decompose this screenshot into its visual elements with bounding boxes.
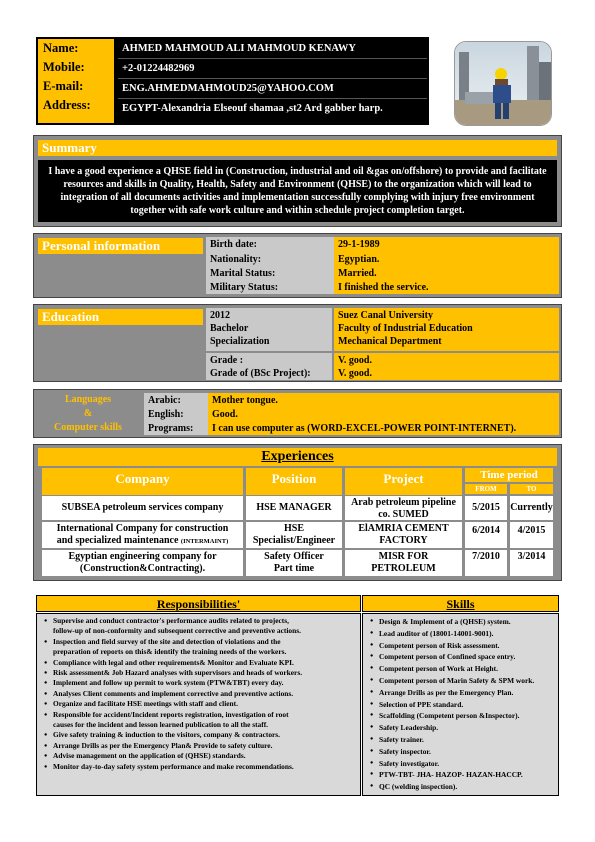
exp-row2-project — [345, 522, 462, 548]
exp-row1-project: Arab petroleum pipeline co. SUMED — [345, 496, 462, 520]
responsibility-item: ● Supervise and conduct contractor's performance audits related to projects, — [47, 616, 357, 626]
nationality-label: Nationality: — [206, 252, 334, 266]
exp-row3-company-line1: Egyptian engineering company for — [68, 551, 217, 562]
skill-item: ● Design & Implement of a (QHSE) system. — [373, 616, 555, 628]
responsibility-item: ● Implement and follow up permit to work system (PTW&TBT) every day. — [47, 678, 357, 688]
exp-row1-position: HSE MANAGER — [246, 496, 342, 520]
languages-section — [33, 389, 562, 438]
programs-label: Programs: — [144, 421, 208, 435]
languages-title — [38, 393, 138, 435]
exp-header-from: FROM — [465, 484, 507, 494]
birth-value: 29-1-1989 — [334, 237, 559, 252]
skill-item: ● PTW-TBT- JHA- HAZOP- HAZAN-HACCP. — [373, 769, 555, 781]
responsibility-item: ● Analyses Client comments and implement corrective and preventive actions. — [47, 689, 357, 699]
education-title: Education — [38, 309, 203, 325]
responsibility-item: ● Organize and facilitate HSE meetings with staff and client. — [47, 699, 357, 709]
exp-row2-project-line1: ElAMRIA CEMENT — [358, 523, 449, 534]
exp-row3-position — [246, 550, 342, 576]
exp-row2-company-line1: International Company for construction — [56, 523, 229, 534]
arabic-label: Arabic: — [144, 393, 208, 407]
exp-row2-company — [42, 522, 243, 548]
grade-value: V. good. — [338, 355, 372, 366]
education-grades-labels — [206, 353, 332, 380]
responsibility-item: preparation of reports on this& identify the training needs of the workers. — [53, 647, 287, 657]
mobile-label: Mobile: — [43, 60, 85, 74]
education-faculty: Faculty of Industrial Education — [338, 323, 473, 334]
profile-photo-image — [455, 42, 552, 126]
responsibilities-items — [37, 614, 360, 774]
education-university-block — [334, 308, 559, 351]
skills-list — [362, 613, 559, 796]
skill-item: ● Arrange Drills as per the Emergency Plan. — [373, 687, 555, 699]
marital-label: Marital Status: — [206, 266, 334, 280]
responsibility-item: ● Advise management on the application of (QHSE) standards. — [47, 751, 357, 761]
exp-row3-project-line2: PETROLEUM — [371, 563, 436, 574]
exp-row2-project-line2: FACTORY — [379, 535, 428, 546]
exp-row2-position — [246, 522, 342, 548]
skills-title: Skills — [362, 595, 559, 612]
exp-row3-to: 3/2014 — [510, 550, 553, 576]
skill-item: ● Safety inspector. — [373, 746, 555, 758]
skill-item: ● Competent person of Marin Safety & SPM work. — [373, 675, 555, 687]
education-degree-block — [206, 308, 332, 351]
exp-row3-project — [345, 550, 462, 576]
project-grade-value: V. good. — [338, 368, 372, 379]
skill-item: ● Selection of PPE standard. — [373, 699, 555, 711]
education-department: Mechanical Department — [338, 336, 442, 347]
skill-item: ● Safety investigator. — [373, 758, 555, 770]
header-labels — [36, 37, 116, 125]
experiences-section — [33, 444, 562, 581]
exp-row2-company-sub: and specialized maintenance — [56, 535, 179, 546]
exp-row3-from: 7/2010 — [465, 550, 507, 576]
mobile-value: +2-01224482969 — [118, 59, 427, 79]
skill-item: ● Competent person of Work at Height. — [373, 663, 555, 675]
languages-title-line1: Languages — [64, 394, 112, 405]
responsibility-item: ● Inspection and field survey of the site and detection of violations and the — [47, 637, 357, 647]
email-label: E-mail: — [43, 79, 84, 93]
languages-table — [144, 393, 559, 435]
grade-label: Grade : — [210, 355, 244, 366]
name-label: Name: — [43, 41, 79, 55]
responsibility-item: follow-up of non-conformity and subsequent corrective and preventive actions. — [53, 626, 301, 636]
education-section — [33, 304, 562, 382]
english-value: Good. — [208, 407, 559, 421]
skills-items — [363, 614, 558, 795]
exp-row2-company-line2 — [42, 535, 243, 548]
education-degree: Bachelor — [210, 323, 249, 334]
skill-item: ● Competent person of Confined space entry. — [373, 651, 555, 663]
programs-value: I can use computer as (WORD-EXCEL-POWER POINT-INTERNET). — [208, 421, 559, 435]
exp-row3-project-line1: MISR FOR — [378, 551, 429, 562]
exp-row2-to: 4/2015 — [510, 522, 553, 548]
birth-label: Birth date: — [206, 237, 334, 252]
skill-item: ● Lead auditor of (18001-14001-9001). — [373, 628, 555, 640]
responsibility-item: ● Monitor day-to-day safety system performance and make recommendations. — [47, 762, 357, 772]
project-grade-label: Grade of (BSc Project): — [210, 368, 311, 379]
experiences-title: Experiences — [38, 448, 557, 466]
exp-row3-company-line2: (Construction&Contracting). — [79, 563, 206, 574]
responsibility-item: causes for the incident and lesson learned publication to all the staff. — [53, 720, 269, 730]
responsibilities-list — [36, 613, 361, 796]
personal-table — [206, 237, 559, 294]
education-university: Suez Canal University — [338, 310, 433, 321]
profile-photo — [454, 41, 552, 126]
address-label: Address: — [43, 98, 91, 112]
summary-section — [33, 135, 562, 227]
summary-title: Summary — [38, 140, 557, 156]
english-label: English: — [144, 407, 208, 421]
responsibility-item: ● Compliance with legal and other requirements& Monitor and Evaluate KPI. — [47, 658, 357, 668]
exp-header-position: Position — [246, 468, 342, 495]
header-values — [116, 37, 429, 125]
military-label: Military Status: — [206, 280, 334, 294]
military-value: I finished the service. — [334, 280, 559, 294]
exp-row2-position-line1: HSE — [283, 523, 304, 534]
languages-title-line3: Computer skills — [54, 422, 122, 433]
exp-row2-position-line2: Specialist/Engineer — [252, 535, 336, 546]
responsibility-item: ● Risk assessment& Job Hazard analyses with supervisors and heads of workers. — [47, 668, 357, 678]
skill-item: ● Scaffolding (Competent person &Inspector). — [373, 710, 555, 722]
responsibility-item: ● Give safety training & induction to the visitors, company & contractors. — [47, 730, 357, 740]
responsibilities-title: Responsibilities' — [36, 595, 361, 612]
nationality-value: Egyptian. — [334, 252, 559, 266]
exp-row3-position-line1: Safety Officer — [264, 551, 324, 562]
exp-row1-to: Currently — [510, 496, 553, 520]
education-year: 2012 — [210, 310, 230, 321]
skill-item: ● Safety trainer. — [373, 734, 555, 746]
exp-header-to: TO — [510, 484, 553, 494]
exp-header-project: Project — [345, 468, 462, 495]
arabic-value: Mother tongue. — [208, 393, 559, 407]
email-value: ENG.AHMEDMAHMOUD25@YAHOO.COM — [118, 79, 427, 99]
exp-header-company: Company — [42, 468, 243, 495]
exp-row1-from: 5/2015 — [465, 496, 507, 520]
address-value: EGYPT-Alexandria Elseouf shamaa ,st2 Ard gabber harp. — [122, 103, 383, 114]
exp-row1-company: SUBSEA petroleum services company — [42, 496, 243, 520]
exp-row3-company — [42, 550, 243, 576]
personal-section — [33, 233, 562, 298]
exp-header-period: Time period — [465, 468, 553, 482]
marital-value: Married. — [334, 266, 559, 280]
summary-text: I have a good experience a QHSE field in (Construction, industrial and oil &gas on/offshore) to provide and facilitate resources and skills in Quality, Health, Safety and Environment (QHSE) to the organization which will lead to integration of all documents activities and implementation successfully complying with injury free environment together with safe work culture and within schedule project completion target. — [38, 160, 557, 222]
responsibility-item: ● Arrange Drills as per the Emergency Plan& Provide to safety culture. — [47, 741, 357, 751]
skill-item: ● QC (welding inspection). — [373, 781, 555, 793]
personal-title: Personal information — [38, 238, 203, 254]
skill-item: ● Competent person of Risk assessment. — [373, 640, 555, 652]
education-spec-label: Specialization — [210, 336, 270, 347]
exp-row2-from: 6/2014 — [465, 522, 507, 548]
responsibility-item: ● Responsible for accident/Incident reports registration, investigation of root — [47, 710, 357, 720]
name-value: AHMED MAHMOUD ALI MAHMOUD KENAWY — [118, 39, 427, 59]
languages-title-line2: & — [83, 408, 93, 419]
skill-item: ● Safety Leadership. — [373, 722, 555, 734]
exp-row3-position-line2: Part time — [273, 563, 315, 574]
exp-row2-company-small: (INTERMAINT) — [180, 538, 229, 545]
education-grades-values — [334, 353, 559, 380]
